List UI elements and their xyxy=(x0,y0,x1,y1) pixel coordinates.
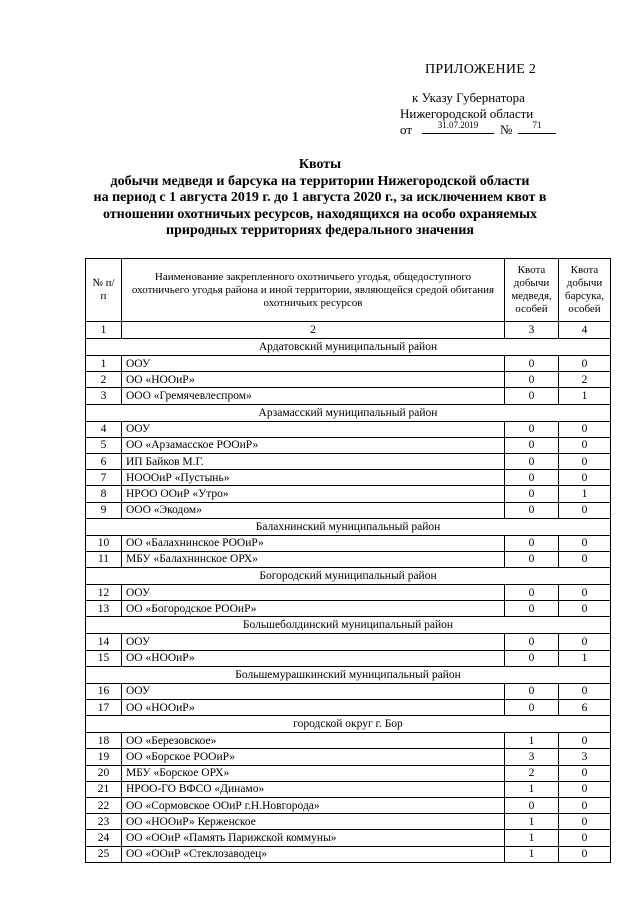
table-row xyxy=(86,421,611,437)
title-line-5: природных территориях федерального значения xyxy=(166,223,474,238)
column-number: 2 xyxy=(122,322,505,339)
badger-quota: 0 xyxy=(559,733,611,749)
title-line-1: Квоты xyxy=(298,157,342,172)
table-row xyxy=(86,814,611,830)
badger-quota: 0 xyxy=(559,683,611,699)
hunting-ground-name: НОООиР «Пустынь» xyxy=(122,470,505,486)
title-line-3: на период с 1 августа 2019 г. до 1 августа 2020 г., за исключением квот в xyxy=(93,190,547,205)
hunting-ground-name: МБУ «Борское ОРХ» xyxy=(122,765,505,781)
badger-quota: 0 xyxy=(559,502,611,518)
document-title xyxy=(70,157,570,240)
bear-quota: 1 xyxy=(505,733,559,749)
row-number: 14 xyxy=(86,634,122,650)
bear-quota: 3 xyxy=(505,749,559,765)
table-row xyxy=(86,372,611,388)
table-row xyxy=(86,683,611,699)
decree-number: 71 xyxy=(518,120,556,134)
badger-quota: 0 xyxy=(559,797,611,813)
badger-quota: 0 xyxy=(559,601,611,617)
table-row xyxy=(86,781,611,797)
bear-quota: 0 xyxy=(505,421,559,437)
bear-quota: 0 xyxy=(505,683,559,699)
row-number: 16 xyxy=(86,683,122,699)
table-row xyxy=(86,437,611,453)
badger-quota: 1 xyxy=(559,486,611,502)
row-number: 21 xyxy=(86,781,122,797)
district-name: Большеболдинский муниципальный район xyxy=(86,617,611,634)
hunting-ground-name: ОО «НООиР» Керженское xyxy=(122,814,505,830)
hunting-ground-name: ООУ xyxy=(122,634,505,650)
bear-quota: 1 xyxy=(505,846,559,862)
bear-quota: 0 xyxy=(505,356,559,372)
table-row xyxy=(86,486,611,502)
badger-quota: 0 xyxy=(559,356,611,372)
bear-quota: 0 xyxy=(505,502,559,518)
hunting-ground-name: ООУ xyxy=(122,585,505,601)
bear-quota: 0 xyxy=(505,372,559,388)
table-body xyxy=(86,322,611,863)
row-number: 19 xyxy=(86,749,122,765)
header-badger-quota: Квота добычи барсука, особей xyxy=(559,259,611,322)
bear-quota: 0 xyxy=(505,585,559,601)
decree-reference: к Указу Губернатора xyxy=(412,90,525,105)
district-row xyxy=(86,339,611,356)
row-number: 18 xyxy=(86,733,122,749)
table-row xyxy=(86,650,611,666)
hunting-ground-name: ИП Байков М.Г. xyxy=(122,453,505,469)
badger-quota: 2 xyxy=(559,372,611,388)
row-number: 4 xyxy=(86,421,122,437)
hunting-ground-name: ООУ xyxy=(122,421,505,437)
row-number: 2 xyxy=(86,372,122,388)
table-header-row xyxy=(86,259,611,322)
table-row xyxy=(86,388,611,404)
district-row xyxy=(86,666,611,683)
row-number: 25 xyxy=(86,846,122,862)
column-number: 4 xyxy=(559,322,611,339)
badger-quota: 0 xyxy=(559,437,611,453)
bear-quota: 0 xyxy=(505,634,559,650)
bear-quota: 0 xyxy=(505,535,559,551)
table-row xyxy=(86,733,611,749)
table-row xyxy=(86,700,611,716)
row-number: 11 xyxy=(86,551,122,567)
badger-quota: 0 xyxy=(559,781,611,797)
table-row xyxy=(86,846,611,862)
row-number: 12 xyxy=(86,585,122,601)
title-line-2: добычи медведя и барсука на территории Нижегородской области xyxy=(110,173,530,189)
district-row xyxy=(86,568,611,585)
hunting-ground-name: ОО «Березовское» xyxy=(122,733,505,749)
hunting-ground-name: ООУ xyxy=(122,356,505,372)
hunting-ground-name: ОО «НООиР» xyxy=(122,372,505,388)
badger-quota: 0 xyxy=(559,765,611,781)
bear-quota: 0 xyxy=(505,453,559,469)
row-number: 6 xyxy=(86,453,122,469)
row-number: 24 xyxy=(86,830,122,846)
table-row xyxy=(86,551,611,567)
table-row xyxy=(86,453,611,469)
bear-quota: 2 xyxy=(505,765,559,781)
badger-quota: 0 xyxy=(559,535,611,551)
appendix-label: ПРИЛОЖЕНИЕ 2 xyxy=(425,62,537,77)
badger-quota: 6 xyxy=(559,700,611,716)
table-row xyxy=(86,585,611,601)
row-number: 13 xyxy=(86,601,122,617)
row-number: 10 xyxy=(86,535,122,551)
hunting-ground-name: ООО «Экодом» xyxy=(122,502,505,518)
bear-quota: 0 xyxy=(505,486,559,502)
row-number: 20 xyxy=(86,765,122,781)
region-name: Нижегородской области xyxy=(400,106,534,121)
row-number: 9 xyxy=(86,502,122,518)
row-number: 1 xyxy=(86,356,122,372)
badger-quota: 0 xyxy=(559,846,611,862)
bear-quota: 0 xyxy=(505,551,559,567)
district-name: Ардатовский муниципальный район xyxy=(86,339,611,356)
badger-quota: 1 xyxy=(559,650,611,666)
district-row xyxy=(86,716,611,733)
table-row xyxy=(86,634,611,650)
row-number: 7 xyxy=(86,470,122,486)
column-number: 1 xyxy=(86,322,122,339)
hunting-ground-name: ОО «ООиР «Стеклозаводец» xyxy=(122,846,505,862)
header-bear-quota: Квота добычи медведя, особей xyxy=(505,259,559,322)
number-label: № xyxy=(500,122,513,137)
row-number: 15 xyxy=(86,650,122,666)
hunting-ground-name: НРОО ООиР «Утро» xyxy=(122,486,505,502)
badger-quota: 0 xyxy=(559,551,611,567)
bear-quota: 0 xyxy=(505,470,559,486)
district-row xyxy=(86,518,611,535)
district-name: Большемурашкинский муниципальный район xyxy=(86,666,611,683)
bear-quota: 0 xyxy=(505,388,559,404)
badger-quota: 0 xyxy=(559,634,611,650)
bear-quota: 0 xyxy=(505,437,559,453)
bear-quota: 1 xyxy=(505,781,559,797)
hunting-ground-name: ОО «Сормовское ООиР г.Н.Новгорода» xyxy=(122,797,505,813)
hunting-ground-name: ОО «Борское РООиР» xyxy=(122,749,505,765)
badger-quota: 0 xyxy=(559,814,611,830)
district-name: Богородский муниципальный район xyxy=(86,568,611,585)
badger-quota: 0 xyxy=(559,585,611,601)
header-num: № п/п xyxy=(86,259,122,322)
bear-quota: 1 xyxy=(505,814,559,830)
hunting-ground-name: ОО «ООиР «Память Парижской коммуны» xyxy=(122,830,505,846)
row-number: 22 xyxy=(86,797,122,813)
table-row xyxy=(86,749,611,765)
table-row xyxy=(86,830,611,846)
table-row xyxy=(86,470,611,486)
bear-quota: 0 xyxy=(505,700,559,716)
hunting-ground-name: ОО «НООиР» xyxy=(122,700,505,716)
table-row xyxy=(86,765,611,781)
hunting-ground-name: МБУ «Балахнинское ОРХ» xyxy=(122,551,505,567)
bear-quota: 0 xyxy=(505,601,559,617)
badger-quota: 3 xyxy=(559,749,611,765)
row-number: 5 xyxy=(86,437,122,453)
row-number: 8 xyxy=(86,486,122,502)
hunting-ground-name: ОО «Богородское РООиР» xyxy=(122,601,505,617)
table-row xyxy=(86,601,611,617)
badger-quota: 0 xyxy=(559,453,611,469)
hunting-ground-name: НРОО-ГО ВФСО «Динамо» xyxy=(122,781,505,797)
decree-date-number-line xyxy=(400,120,600,140)
row-number: 23 xyxy=(86,814,122,830)
table-row xyxy=(86,535,611,551)
hunting-ground-name: ООО «Гремячевлеспром» xyxy=(122,388,505,404)
table-row xyxy=(86,502,611,518)
hunting-ground-name: ОО «НООиР» xyxy=(122,650,505,666)
decree-date: 31.07.2019 xyxy=(422,120,494,134)
header-name: Наименование закрепленного охотничьего угодья, общедоступного охотничьего угодья района и иной территории, являющейся средой обитания охотничьих ресурсов xyxy=(122,259,505,322)
badger-quota: 0 xyxy=(559,421,611,437)
district-row xyxy=(86,404,611,421)
quota-table xyxy=(85,258,611,863)
district-name: Арзамасский муниципальный район xyxy=(86,404,611,421)
district-name: Балахнинский муниципальный район xyxy=(86,518,611,535)
column-number: 3 xyxy=(505,322,559,339)
row-number: 17 xyxy=(86,700,122,716)
hunting-ground-name: ОО «Балахнинское РООиР» xyxy=(122,535,505,551)
table-row xyxy=(86,797,611,813)
row-number: 3 xyxy=(86,388,122,404)
bear-quota: 0 xyxy=(505,650,559,666)
hunting-ground-name: ООУ xyxy=(122,683,505,699)
column-number-row xyxy=(86,322,611,339)
table-row xyxy=(86,356,611,372)
district-name: городской округ г. Бор xyxy=(86,716,611,733)
bear-quota: 0 xyxy=(505,797,559,813)
district-row xyxy=(86,617,611,634)
from-label: от xyxy=(400,122,413,137)
badger-quota: 0 xyxy=(559,470,611,486)
title-line-4: отношении охотничьих ресурсов, находящихся на особо охраняемых xyxy=(102,206,538,222)
bear-quota: 1 xyxy=(505,830,559,846)
hunting-ground-name: ОО «Арзамасское РООиР» xyxy=(122,437,505,453)
badger-quota: 0 xyxy=(559,830,611,846)
badger-quota: 1 xyxy=(559,388,611,404)
